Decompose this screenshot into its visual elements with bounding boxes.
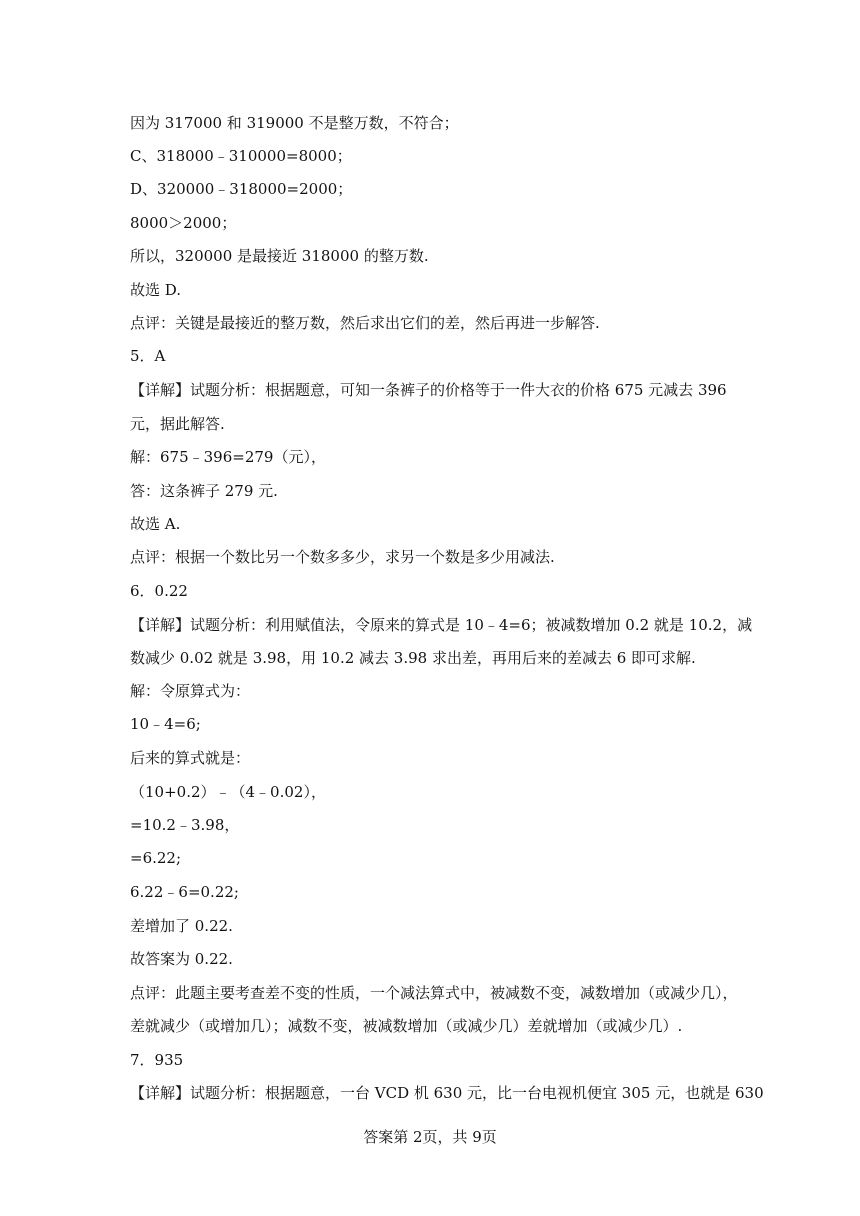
text-line: 8000＞2000； xyxy=(130,214,237,232)
text-line: 【详解】试题分析：根据题意，一台 VCD 机 630 元，比一台电视机便宜 305 元，也就是 630 xyxy=(130,1084,764,1102)
text-line: 点评：关键是最接近的整万数，然后求出它们的差，然后再进一步解答. xyxy=(130,314,600,332)
text-line: 点评：此题主要考查差不变的性质，一个减法算式中，被减数不变，减数增加（或减少几）， xyxy=(130,984,738,1002)
text-line: 差就减少（或增加几）；减数不变，被减数增加（或减少几）差就增加（或减少几）. xyxy=(130,1017,683,1035)
text-line: 后来的算式就是： xyxy=(130,749,251,767)
text-line: =6.22; xyxy=(130,849,182,867)
text-line: 故选 A. xyxy=(130,515,181,533)
text-line: 元，据此解答. xyxy=(130,415,225,433)
text-line: （10+0.2）﹣（4﹣0.02）， xyxy=(130,783,326,801)
text-line: 故答案为 0.22. xyxy=(130,950,233,968)
text-line: 解：675﹣396=279（元）， xyxy=(130,448,326,466)
question-number: 6．0.22 xyxy=(130,582,188,600)
text-line: 因为 317000 和 319000 不是整万数，不符合； xyxy=(130,114,459,132)
page-footer: 答案第 2页，共 9页 xyxy=(363,1128,497,1146)
text-line: 数减少 0.02 就是 3.98，用 10.2 减去 3.98 求出差，再用后来的差减去 6 即可求解. xyxy=(130,649,696,667)
text-line: C、318000﹣310000=8000； xyxy=(130,147,352,165)
text-line: 【详解】试题分析：根据题意，可知一条裤子的价格等于一件大衣的价格 675 元减去 396 xyxy=(130,381,727,399)
text-line: =10.2﹣3.98， xyxy=(130,816,240,834)
text-line: 解：令原算式为： xyxy=(130,682,251,700)
text-line: 故选 D. xyxy=(130,281,182,299)
text-line: 点评：根据一个数比另一个数多多少，求另一个数是多少用减法. xyxy=(130,548,555,566)
question-number: 5．A xyxy=(130,347,166,365)
text-line: 差增加了 0.22. xyxy=(130,917,233,935)
text-line: 答：这条裤子 279 元. xyxy=(130,482,278,500)
question-number: 7．935 xyxy=(130,1051,184,1069)
text-line: 所以，320000 是最接近 318000 的整万数. xyxy=(130,247,429,265)
text-line: D、320000﹣318000=2000； xyxy=(130,180,353,198)
text-line: 6.22﹣6=0.22; xyxy=(130,883,239,901)
text-line: 10﹣4=6; xyxy=(130,715,201,733)
text-line: 【详解】试题分析：利用赋值法，令原来的算式是 10﹣4=6；被减数增加 0.2 就是 10.2，减 xyxy=(130,616,753,634)
